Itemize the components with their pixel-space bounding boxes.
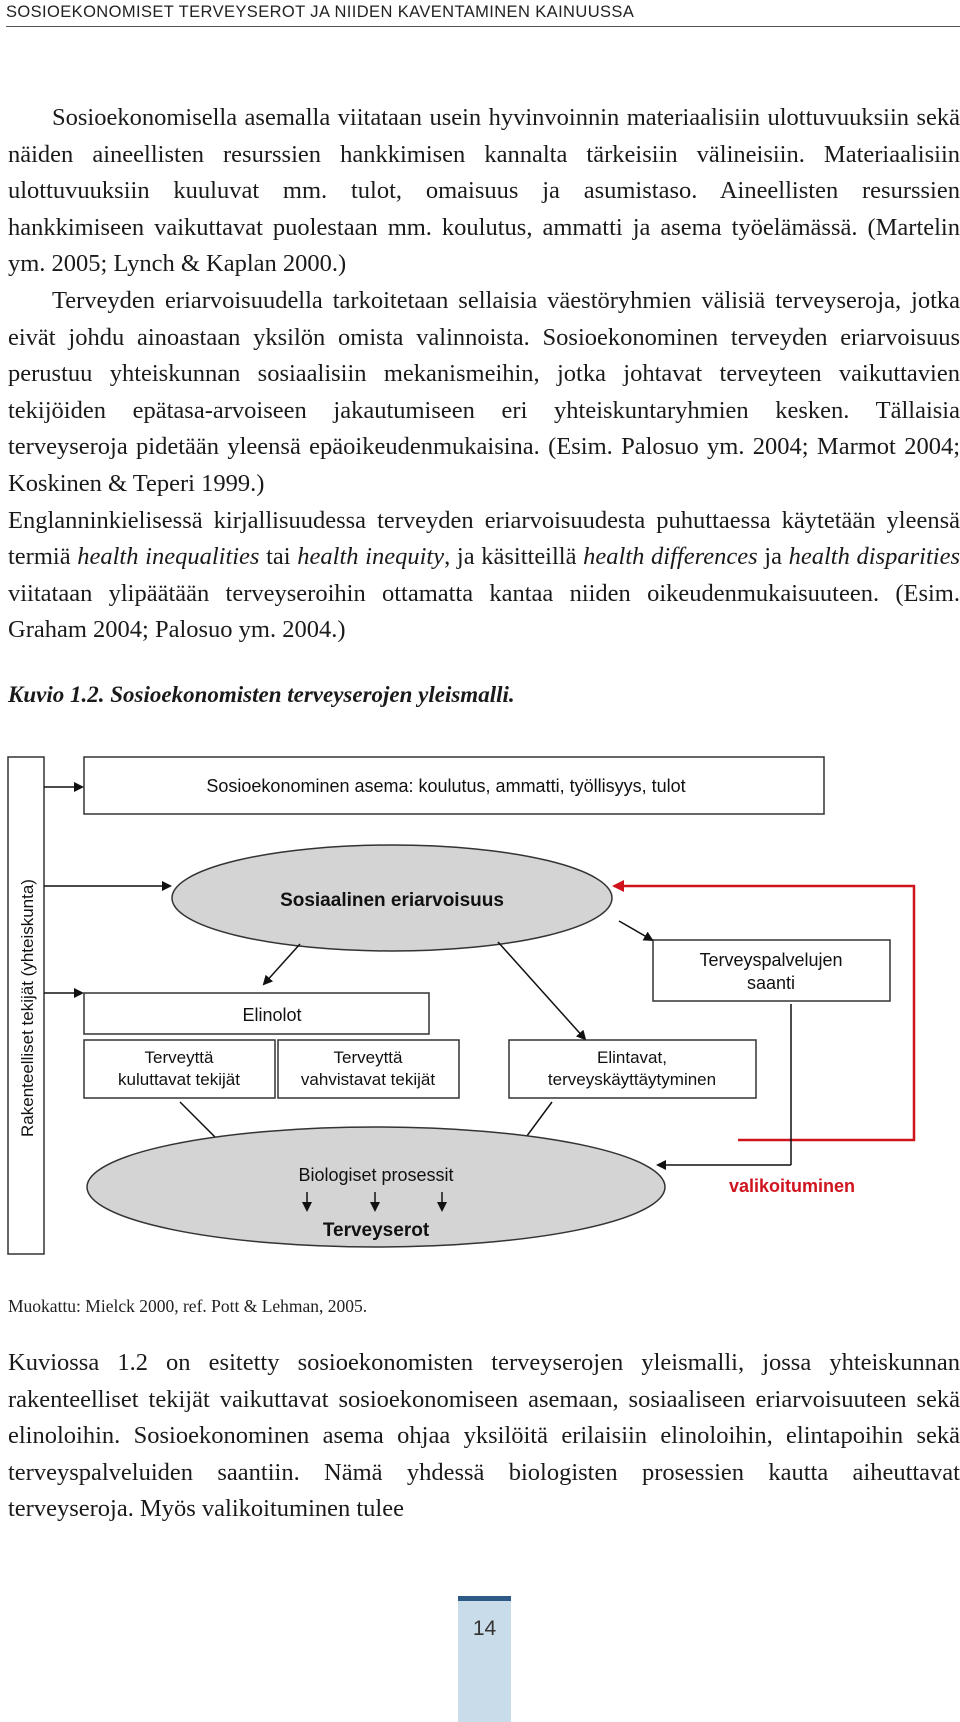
p3-text-e: viitataan ylipäätään terveyseroihin ottamatta kantaa niiden oikeudenmukaisuuteen. (Esim. Graham 2004; Palosuo ym. 2004.) — [8, 579, 960, 644]
socioeconomic-status-label: Sosioekonominen asema: koulutus, ammatti, työllisyys, tulot — [206, 776, 686, 796]
social-inequality-label: Sosiaalinen eriarvoisuus — [280, 890, 504, 911]
paragraph-socioeconomic-status: Sosioekonomisella asemalla viitataan usein hyvinvoinnin materiaalisiin ulottuvuuksiin sekä näiden aineellisten resurssien hankkimisen kannalta tärkeisiin välineisiin. Materiaalisiin ulottuvuuksiin kuuluvat mm. tulot, omaisuus ja asumistaso. Aineellisten resurssien hankkimiseen vaikuttavat puolestaan mm. koulutus, ammatti ja asema työelämässä. (Martelin ym. 2005; Lynch & Kaplan 2000.) — [8, 104, 960, 278]
strengthening-factors-line2: vahvistavat tekijät — [300, 1070, 436, 1089]
term-health-inequalities: health inequalities — [77, 543, 260, 571]
paragraph-figure-explanation: Kuviossa 1.2 on esitetty sosioekonomisten terveyserojen yleismalli, jossa yhteiskunnan rakenteelliset tekijät vaikuttavat sosioekonomiseen asemaan, sosiaaliseen eriarvoisuuteen sekä elinoloihin. Sosioekonominen asema ohjaa yksilöitä erilaisiin elinoloihin, elintapoihin sekä terveyspalveluiden saantiin. Nämä yhdessä biologisten prosessien kautta aiheuttavat terveyseroja. Myös valikoituminen tulee — [8, 1349, 960, 1523]
p3-text-c: , ja käsitteillä — [444, 543, 584, 571]
lifestyle-line1: Elintavat, — [597, 1048, 667, 1067]
health-gaps-label: Terveyserot — [322, 1220, 430, 1241]
health-gap-model-diagram — [0, 740, 960, 1260]
figure-source: Muokattu: Mielck 2000, ref. Pott & Lehman, 2005. — [8, 1296, 368, 1316]
living-conditions-label: Elinolot — [242, 1005, 302, 1025]
running-header — [6, 0, 960, 27]
arrow-inequality-to-living — [264, 944, 300, 984]
p3-text-b: tai — [259, 543, 298, 571]
figure-caption: Kuvio 1.2. Sosioekonomisten terveyserojen yleismalli. — [8, 682, 515, 707]
term-health-inequity: health inequity — [297, 543, 445, 571]
term-health-differences: health differences — [583, 543, 758, 571]
intro-text — [8, 100, 960, 649]
biological-processes-label: Biologiset prosessit — [298, 1165, 454, 1185]
arrow-inequality-to-lifestyle — [498, 942, 585, 1039]
arrow-inequality-to-services — [619, 921, 652, 940]
structural-factors-label: Rakenteelliset tekijät (yhteiskunta) — [18, 879, 37, 1137]
consuming-factors-line1: Terveyttä — [144, 1048, 214, 1067]
p3-text-d: ja — [757, 543, 789, 571]
p3-text-a: Englanninkielisessä kirjallisuudessa terveyden eriarvoisuudesta puhuttaessa käytetään yleensä termiä — [8, 506, 960, 571]
selection-label: valikoituminen — [729, 1176, 856, 1196]
page-number-tab — [458, 1596, 511, 1722]
paragraph-english-terms — [8, 503, 960, 649]
health-services-label-line1: Terveyspalvelujen — [699, 950, 843, 970]
running-header-title: SOSIOEKONOMISET TERVEYSEROT JA NIIDEN KAVENTAMINEN KAINUUSSA — [6, 3, 635, 21]
selection-feedback-arrow — [614, 886, 914, 1140]
strengthening-factors-line1: Terveyttä — [333, 1048, 403, 1067]
closing-text — [8, 1345, 960, 1528]
health-services-label-line2: saanti — [746, 973, 796, 993]
paragraph-health-inequality: Terveyden eriarvoisuudella tarkoitetaan sellaisia väestöryhmien välisiä terveyseroja, jotka eivät johdu ainoastaan yksilön omista valinnoista. Sosioekonominen terveyden eriarvoisuus perustuu yhteiskunnan sosiaalisiin mekanismeihin, jotka johtavat terveyteen vaikuttavien tekijöiden epätasa-arvoiseen jakautumiseen eri yhteiskuntaryhmien kesken. Tällaisia terveyseroja pidetään yleensä epäoikeudenmukaisina. (Esim. Palosuo ym. 2004; Marmot 2004; Koskinen & Teperi 1999.) — [8, 286, 960, 497]
consuming-factors-line2: kuluttavat tekijät — [118, 1070, 240, 1089]
lifestyle-line2: terveyskäyttäytyminen — [547, 1070, 717, 1089]
page-number: 14 — [472, 1617, 497, 1640]
term-health-disparities: health disparities — [788, 543, 960, 571]
